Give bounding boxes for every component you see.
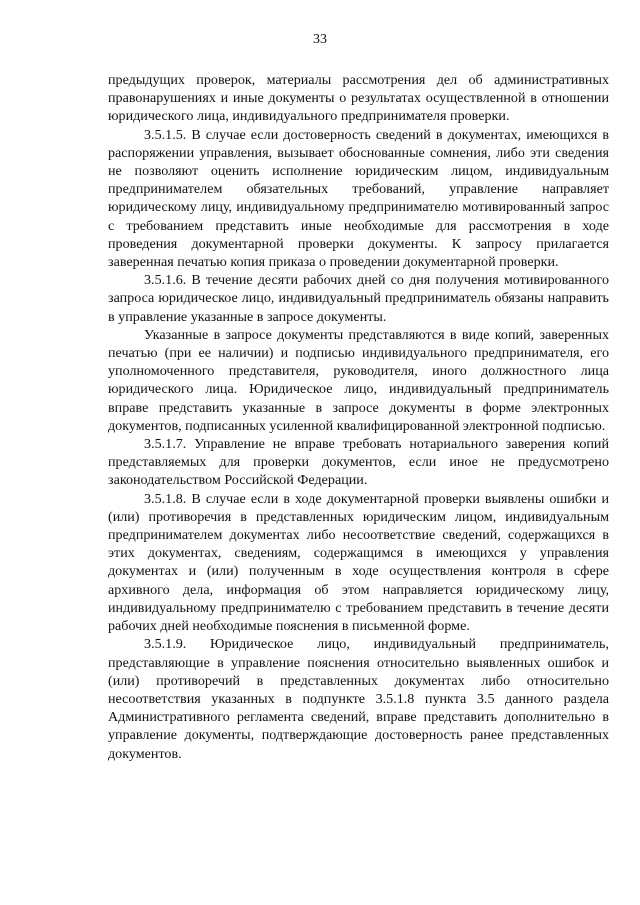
paragraph-documents-copies: Указанные в запросе документы представляются в виде копий, заверенных печатью (при ее наличии) и подписью индивидуального предпринимателя, его уполномоченного представителя, руководителя, иного должностного лица юридического лица. Юридическое лицо, индивидуальный предприниматель вправе представить указанные в запросе документы в форме электронных документов, подписанных усиленной квалифицированной электронной подписью. bbox=[108, 326, 609, 434]
paragraph-3-5-1-6: 3.5.1.6. В течение десяти рабочих дней со дня получения мотивированного запроса юридическое лицо, индивидуальный предприниматель обязаны направить в управление указанные в запросе документы. bbox=[108, 272, 609, 325]
paragraph-3-5-1-7: 3.5.1.7. Управление не вправе требовать нотариального заверения копий представляемых для проверки документов, если иное не предусмотрено законодательством Российской Федерации. bbox=[108, 436, 609, 489]
paragraph-3-5-1-8: 3.5.1.8. В случае если в ходе документарной проверки выявлены ошибки и (или) противоречия в представленных юридическим лицом, индивидуальным предпринимателем документах либо несоответствие сведений, содержащихся в этих документах, сведениям, содержащимся в имеющихся у управления документах и (или) полученным в ходе осуществления контроля в сфере архивного дела, информация об этом направляется юридическому лицу, индивидуальному предпринимателю с требованием представить в течение десяти рабочих дней необходимые пояснения в письменной форме. bbox=[108, 490, 609, 635]
paragraph-3-5-1-5: 3.5.1.5. В случае если достоверность сведений в документах, имеющихся в распоряжении управления, вызывает обоснованные сомнения, либо эти сведения не позволяют оценить исполнение юридическим лицом, индивидуальным предпринимателем обязательных требований, управление направляет юридическому лицу, индивидуальному предпринимателю мотивированный запрос с требованием представить иные необходимые для рассмотрения в ходе проведения документарной проверки документы. К запросу прилагается заверенная печатью копия приказа о проведении документарной проверки. bbox=[108, 126, 609, 271]
paragraph-3-5-1-9: 3.5.1.9. Юридическое лицо, индивидуальный предприниматель, представляющие в управление пояснения относительно выявленных ошибок и (или) противоречий в представленных документах либо относительно несоответствия указанных в подпункте 3.5.1.8 пункта 3.5 данного раздела Административного регламента сведений, вправе представить дополнительно в управление документы, подтверждающие достоверность ранее представленных документов. bbox=[108, 636, 609, 762]
paragraph-continuation: предыдущих проверок, материалы рассмотрения дел об административных правонарушениях и иные документы о результатах осуществленной в отношении юридического лица, индивидуального предпринимателя проверки. bbox=[108, 72, 609, 125]
page-number: 33 bbox=[313, 32, 327, 47]
document-body bbox=[108, 71, 609, 763]
